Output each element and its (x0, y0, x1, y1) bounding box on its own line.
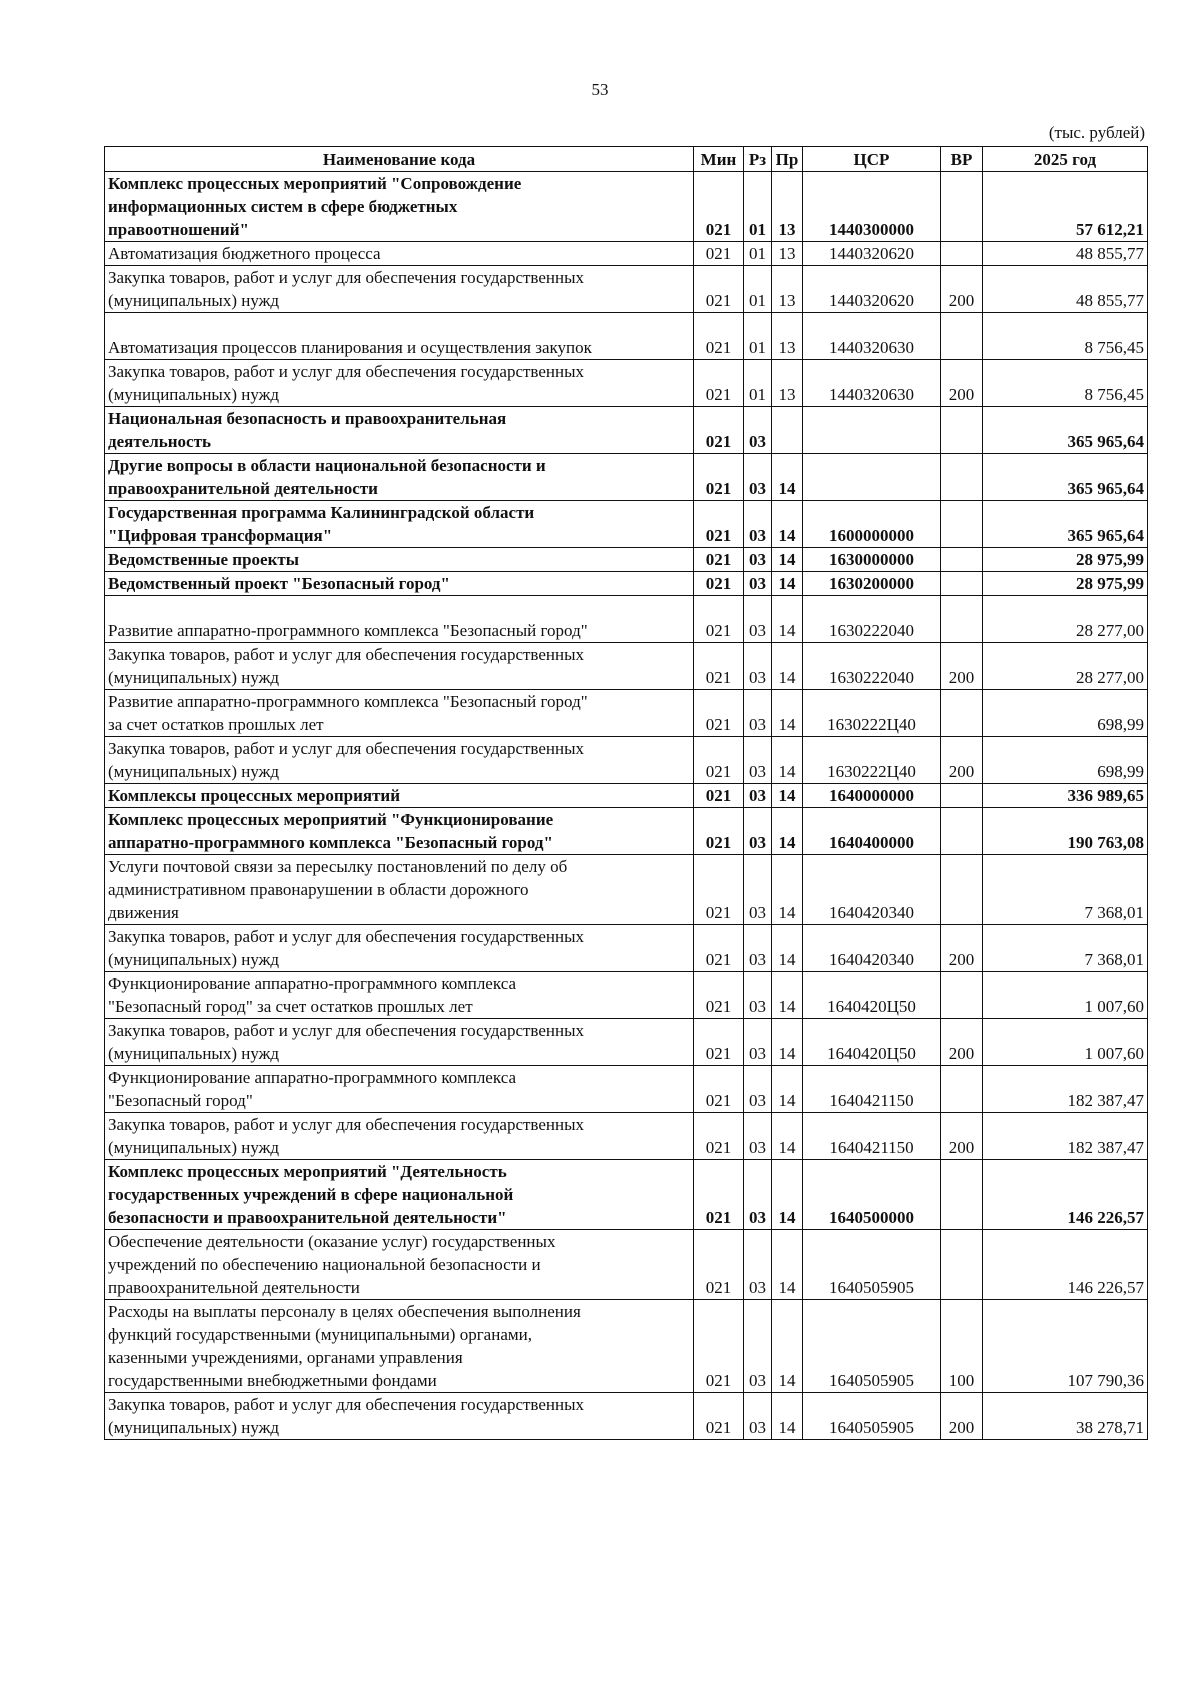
table-row (105, 454, 1148, 501)
cell-name: Расходы на выплаты персоналу в целях обеспечения выполнения функций государственными (муниципальными) органами, казенными учреждениями, органами управления государственными внебюджетными фондами (105, 1300, 694, 1393)
cell-name: Развитие аппаратно-программного комплекса "Безопасный город" (105, 596, 694, 643)
cell-csr: 1630222040 (803, 643, 941, 690)
cell-vr: 200 (941, 1393, 983, 1440)
cell-csr: 1640420340 (803, 855, 941, 925)
cell-csr: 1440320630 (803, 313, 941, 360)
table-row (105, 407, 1148, 454)
cell-pr: 14 (772, 1066, 803, 1113)
table-row (105, 1019, 1148, 1066)
cell-name: Государственная программа Калининградской области "Цифровая трансформация" (105, 501, 694, 548)
cell-vr: 200 (941, 737, 983, 784)
cell-min: 021 (694, 972, 744, 1019)
cell-vr: 200 (941, 1113, 983, 1160)
cell-csr: 1440300000 (803, 172, 941, 242)
cell-rz: 03 (744, 855, 772, 925)
header-pr: Пр (772, 147, 803, 172)
cell-min: 021 (694, 643, 744, 690)
table-row (105, 266, 1148, 313)
cell-pr: 14 (772, 501, 803, 548)
cell-name: Комплексы процессных мероприятий (105, 784, 694, 808)
cell-pr: 14 (772, 972, 803, 1019)
cell-csr: 1630000000 (803, 548, 941, 572)
cell-name: Комплекс процессных мероприятий "Сопровождение информационных систем в сфере бюджетных правоотношений" (105, 172, 694, 242)
cell-vr (941, 596, 983, 643)
cell-name: Закупка товаров, работ и услуг для обеспечения государственных (муниципальных) нужд (105, 737, 694, 784)
header-rz: Рз (744, 147, 772, 172)
cell-vr (941, 855, 983, 925)
cell-csr: 1640400000 (803, 808, 941, 855)
cell-amount: 182 387,47 (983, 1113, 1148, 1160)
cell-rz: 01 (744, 242, 772, 266)
cell-pr: 14 (772, 855, 803, 925)
cell-rz: 03 (744, 1066, 772, 1113)
cell-rz: 03 (744, 972, 772, 1019)
cell-name: Функционирование аппаратно-программного комплекса "Безопасный город" (105, 1066, 694, 1113)
cell-vr (941, 1230, 983, 1300)
budget-table (104, 146, 1148, 1440)
cell-pr: 14 (772, 1113, 803, 1160)
cell-csr (803, 454, 941, 501)
cell-pr: 14 (772, 1300, 803, 1393)
cell-pr: 13 (772, 360, 803, 407)
cell-vr (941, 572, 983, 596)
cell-amount: 28 975,99 (983, 572, 1148, 596)
cell-rz: 03 (744, 1113, 772, 1160)
cell-min: 021 (694, 360, 744, 407)
cell-csr: 1640421150 (803, 1113, 941, 1160)
cell-rz: 03 (744, 1393, 772, 1440)
cell-csr: 1640000000 (803, 784, 941, 808)
cell-rz: 03 (744, 690, 772, 737)
cell-amount: 365 965,64 (983, 501, 1148, 548)
cell-csr: 1630222Ц40 (803, 690, 941, 737)
cell-rz: 01 (744, 313, 772, 360)
cell-amount: 1 007,60 (983, 972, 1148, 1019)
cell-csr: 1640505905 (803, 1230, 941, 1300)
table-row (105, 1160, 1148, 1230)
cell-pr: 14 (772, 572, 803, 596)
cell-name: Закупка товаров, работ и услуг для обеспечения государственных (муниципальных) нужд (105, 1019, 694, 1066)
cell-pr: 14 (772, 643, 803, 690)
cell-amount: 8 756,45 (983, 313, 1148, 360)
cell-min: 021 (694, 1230, 744, 1300)
cell-vr (941, 548, 983, 572)
cell-name: Другие вопросы в области национальной безопасности и правоохранительной деятельности (105, 454, 694, 501)
table-row (105, 313, 1148, 360)
cell-min: 021 (694, 690, 744, 737)
cell-vr (941, 172, 983, 242)
cell-min: 021 (694, 855, 744, 925)
cell-min: 021 (694, 172, 744, 242)
cell-name: Закупка товаров, работ и услуг для обеспечения государственных (муниципальных) нужд (105, 1393, 694, 1440)
cell-min: 021 (694, 242, 744, 266)
cell-name: Услуги почтовой связи за пересылку постановлений по делу об административном правонарушении в области дорожного движения (105, 855, 694, 925)
cell-pr: 13 (772, 266, 803, 313)
cell-name: Функционирование аппаратно-программного комплекса "Безопасный город" за счет остатков прошлых лет (105, 972, 694, 1019)
cell-amount: 146 226,57 (983, 1160, 1148, 1230)
cell-amount: 8 756,45 (983, 360, 1148, 407)
cell-amount: 48 855,77 (983, 266, 1148, 313)
cell-vr: 200 (941, 925, 983, 972)
cell-pr (772, 407, 803, 454)
cell-min: 021 (694, 596, 744, 643)
cell-amount: 190 763,08 (983, 808, 1148, 855)
table-row (105, 690, 1148, 737)
header-vr: ВР (941, 147, 983, 172)
cell-min: 021 (694, 808, 744, 855)
cell-csr: 1630200000 (803, 572, 941, 596)
cell-csr: 1600000000 (803, 501, 941, 548)
table-row (105, 1300, 1148, 1393)
table-row (105, 242, 1148, 266)
cell-rz: 03 (744, 454, 772, 501)
header-amount: 2025 год (983, 147, 1148, 172)
cell-rz: 03 (744, 548, 772, 572)
cell-rz: 03 (744, 1160, 772, 1230)
table-row (105, 737, 1148, 784)
cell-name: Закупка товаров, работ и услуг для обеспечения государственных (муниципальных) нужд (105, 643, 694, 690)
cell-amount: 365 965,64 (983, 454, 1148, 501)
table-row (105, 855, 1148, 925)
cell-pr: 14 (772, 690, 803, 737)
cell-rz: 03 (744, 572, 772, 596)
cell-csr: 1640420Ц50 (803, 1019, 941, 1066)
table-row (105, 972, 1148, 1019)
units-label: (тыс. рублей) (1048, 123, 1145, 142)
cell-name: Закупка товаров, работ и услуг для обеспечения государственных (муниципальных) нужд (105, 925, 694, 972)
cell-vr (941, 313, 983, 360)
cell-csr: 1630222Ц40 (803, 737, 941, 784)
cell-vr (941, 242, 983, 266)
cell-rz: 03 (744, 1300, 772, 1393)
cell-pr: 14 (772, 1230, 803, 1300)
cell-rz: 03 (744, 596, 772, 643)
header-csr: ЦСР (803, 147, 941, 172)
cell-min: 021 (694, 1113, 744, 1160)
cell-amount: 698,99 (983, 690, 1148, 737)
table-row (105, 596, 1148, 643)
cell-vr (941, 501, 983, 548)
cell-vr: 100 (941, 1300, 983, 1393)
cell-amount: 28 277,00 (983, 596, 1148, 643)
cell-min: 021 (694, 737, 744, 784)
table-row (105, 360, 1148, 407)
cell-csr: 1640505905 (803, 1393, 941, 1440)
cell-min: 021 (694, 1300, 744, 1393)
cell-pr: 14 (772, 784, 803, 808)
cell-pr: 14 (772, 548, 803, 572)
cell-vr: 200 (941, 1019, 983, 1066)
page-number: 53 (591, 80, 609, 99)
table-row (105, 784, 1148, 808)
cell-pr: 14 (772, 808, 803, 855)
cell-pr: 14 (772, 1019, 803, 1066)
cell-name: Закупка товаров, работ и услуг для обеспечения государственных (муниципальных) нужд (105, 360, 694, 407)
cell-rz: 01 (744, 172, 772, 242)
cell-vr (941, 808, 983, 855)
cell-rz: 03 (744, 737, 772, 784)
table-row (105, 501, 1148, 548)
cell-amount: 7 368,01 (983, 855, 1148, 925)
cell-pr: 13 (772, 242, 803, 266)
cell-name: Комплекс процессных мероприятий "Деятельность государственных учреждений в сфере национальной безопасности и правоохранительной деятельности" (105, 1160, 694, 1230)
cell-rz: 03 (744, 1019, 772, 1066)
cell-amount: 38 278,71 (983, 1393, 1148, 1440)
cell-amount: 1 007,60 (983, 1019, 1148, 1066)
cell-csr: 1640421150 (803, 1066, 941, 1113)
cell-rz: 03 (744, 925, 772, 972)
cell-csr: 1640420Ц50 (803, 972, 941, 1019)
cell-amount: 28 277,00 (983, 643, 1148, 690)
cell-pr: 14 (772, 925, 803, 972)
cell-name: Закупка товаров, работ и услуг для обеспечения государственных (муниципальных) нужд (105, 266, 694, 313)
cell-amount: 107 790,36 (983, 1300, 1148, 1393)
table-body (105, 172, 1148, 1440)
cell-min: 021 (694, 266, 744, 313)
table-row (105, 572, 1148, 596)
cell-name: Обеспечение деятельности (оказание услуг) государственных учреждений по обеспечению национальной безопасности и правоохранительной деятельности (105, 1230, 694, 1300)
cell-pr: 14 (772, 1160, 803, 1230)
table-row (105, 1113, 1148, 1160)
table-row (105, 808, 1148, 855)
cell-csr: 1640500000 (803, 1160, 941, 1230)
cell-pr: 14 (772, 454, 803, 501)
cell-pr: 14 (772, 737, 803, 784)
cell-amount: 182 387,47 (983, 1066, 1148, 1113)
cell-rz: 01 (744, 266, 772, 313)
cell-csr: 1640505905 (803, 1300, 941, 1393)
table-header-row (105, 147, 1148, 172)
cell-amount: 365 965,64 (983, 407, 1148, 454)
cell-vr (941, 690, 983, 737)
cell-rz: 01 (744, 360, 772, 407)
cell-min: 021 (694, 784, 744, 808)
header-name: Наименование кода (105, 147, 694, 172)
cell-vr: 200 (941, 643, 983, 690)
table-row (105, 643, 1148, 690)
cell-csr (803, 407, 941, 454)
cell-min: 021 (694, 501, 744, 548)
cell-vr (941, 454, 983, 501)
cell-min: 021 (694, 1019, 744, 1066)
cell-vr: 200 (941, 266, 983, 313)
cell-rz: 03 (744, 1230, 772, 1300)
header-min: Мин (694, 147, 744, 172)
table-row (105, 548, 1148, 572)
cell-name: Комплекс процессных мероприятий "Функционирование аппаратно-программного комплекса "Безопасный город" (105, 808, 694, 855)
cell-name: Ведомственные проекты (105, 548, 694, 572)
cell-vr (941, 1160, 983, 1230)
cell-name: Национальная безопасность и правоохранительная деятельность (105, 407, 694, 454)
cell-name: Развитие аппаратно-программного комплекса "Безопасный город" за счет остатков прошлых лет (105, 690, 694, 737)
cell-min: 021 (694, 1393, 744, 1440)
table-row (105, 925, 1148, 972)
cell-rz: 03 (744, 643, 772, 690)
cell-amount: 7 368,01 (983, 925, 1148, 972)
table-row (105, 172, 1148, 242)
cell-min: 021 (694, 548, 744, 572)
cell-vr (941, 784, 983, 808)
cell-min: 021 (694, 454, 744, 501)
cell-csr: 1440320630 (803, 360, 941, 407)
table-row (105, 1230, 1148, 1300)
cell-name: Закупка товаров, работ и услуг для обеспечения государственных (муниципальных) нужд (105, 1113, 694, 1160)
cell-min: 021 (694, 925, 744, 972)
cell-amount: 48 855,77 (983, 242, 1148, 266)
cell-min: 021 (694, 572, 744, 596)
cell-min: 021 (694, 1160, 744, 1230)
cell-name: Автоматизация процессов планирования и осуществления закупок (105, 313, 694, 360)
cell-csr: 1440320620 (803, 266, 941, 313)
cell-vr (941, 972, 983, 1019)
cell-rz: 03 (744, 808, 772, 855)
cell-min: 021 (694, 313, 744, 360)
cell-amount: 698,99 (983, 737, 1148, 784)
cell-amount: 28 975,99 (983, 548, 1148, 572)
cell-vr (941, 1066, 983, 1113)
cell-rz: 03 (744, 501, 772, 548)
cell-pr: 13 (772, 172, 803, 242)
cell-pr: 14 (772, 596, 803, 643)
cell-amount: 336 989,65 (983, 784, 1148, 808)
cell-amount: 57 612,21 (983, 172, 1148, 242)
table-row (105, 1393, 1148, 1440)
cell-name: Автоматизация бюджетного процесса (105, 242, 694, 266)
cell-vr (941, 407, 983, 454)
cell-vr: 200 (941, 360, 983, 407)
cell-name: Ведомственный проект "Безопасный город" (105, 572, 694, 596)
cell-pr: 13 (772, 313, 803, 360)
cell-min: 021 (694, 407, 744, 454)
cell-csr: 1640420340 (803, 925, 941, 972)
cell-min: 021 (694, 1066, 744, 1113)
table-row (105, 1066, 1148, 1113)
cell-rz: 03 (744, 407, 772, 454)
cell-amount: 146 226,57 (983, 1230, 1148, 1300)
cell-csr: 1630222040 (803, 596, 941, 643)
cell-rz: 03 (744, 784, 772, 808)
cell-csr: 1440320620 (803, 242, 941, 266)
cell-pr: 14 (772, 1393, 803, 1440)
